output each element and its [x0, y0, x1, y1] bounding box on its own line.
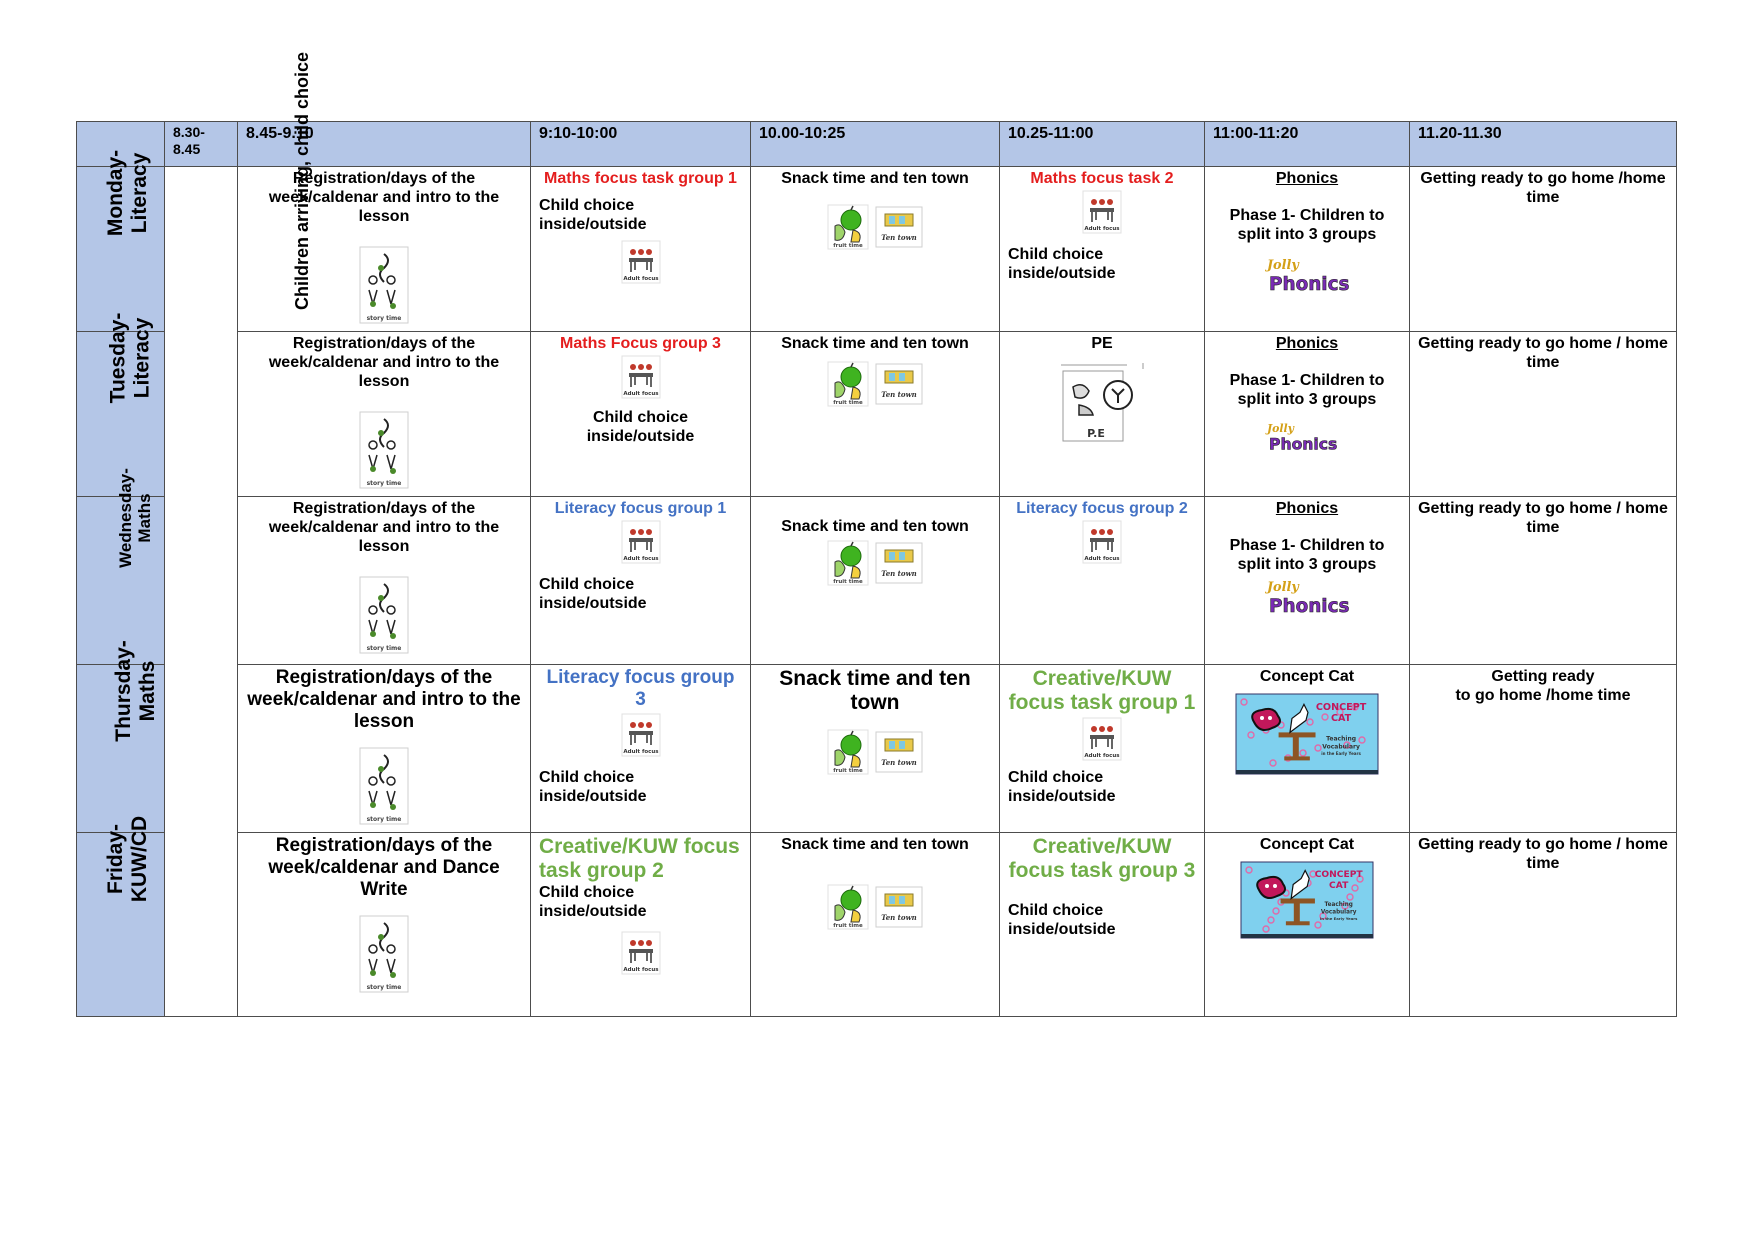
home-cell [1410, 665, 1677, 833]
svg-text:Teaching: Teaching [1324, 902, 1353, 909]
story-time-icon [359, 576, 409, 654]
adult-focus-icon [1082, 190, 1122, 234]
slot4-cell [1000, 167, 1205, 332]
svg-text:Ten town: Ten town [881, 913, 917, 922]
day-row-friday [77, 833, 1677, 1017]
adult-focus-icon [621, 355, 661, 399]
svg-text:in the Early Years: in the Early Years [1321, 750, 1361, 756]
svg-text:story time: story time [366, 984, 402, 991]
ten-town-icon [875, 731, 923, 773]
pe-title: PE [1091, 335, 1113, 352]
day-label-friday: Friday- KUW/CD [77, 833, 165, 1017]
snack-cell [751, 332, 1000, 497]
registration-text: Registration/days of the week/caldenar and intro to the lesson [268, 335, 500, 390]
svg-text:Vocabulary: Vocabulary [1322, 743, 1360, 751]
slot4-cell [1000, 833, 1205, 1017]
registration-cell [238, 167, 531, 332]
child-choice-text: Child choice inside/outside [586, 409, 695, 445]
home-cell [1410, 833, 1677, 1017]
svg-text:Jolly: Jolly [1267, 580, 1299, 596]
slot5-cell [1205, 497, 1410, 665]
svg-text:in the Early Years: in the Early Years [1319, 915, 1358, 921]
slot5-cell [1205, 665, 1410, 833]
slot4-cell [1000, 497, 1205, 665]
svg-text:CAT: CAT [1330, 713, 1352, 725]
snack-cell [751, 833, 1000, 1017]
registration-text: Registration/days of the week/caldenar and Dance Write [268, 835, 500, 900]
home-time-text: Getting ready to go home / home time [1418, 836, 1668, 872]
ten-town-icon [875, 363, 923, 405]
adult-focus-icon [621, 520, 661, 564]
ten-town-icon [875, 542, 923, 584]
svg-text:story time: story time [366, 315, 402, 322]
jolly-phonics-logo [1257, 419, 1357, 453]
focus-group-title: Maths focus task group 1 [544, 170, 737, 187]
svg-text:fruit time: fruit time [833, 579, 863, 585]
svg-text:Adult focus: Adult focus [622, 967, 659, 973]
concept-cat-image [1236, 694, 1378, 774]
day-row-monday [77, 167, 1677, 332]
home-time-text-line2: to go home /home time [1455, 687, 1631, 704]
story-time-icon [359, 411, 409, 489]
timetable [76, 51, 1677, 1017]
slot4-cell [1000, 332, 1205, 497]
svg-text:Ten town: Ten town [881, 758, 917, 767]
day-row-tuesday [77, 332, 1677, 497]
focus-group-title: Literacy focus group 3 [546, 667, 735, 710]
snack-text: Snack time and ten town [781, 836, 969, 853]
jolly-phonics-logo [1257, 254, 1357, 294]
registration-cell [238, 497, 531, 665]
concept-cat-title: Concept Cat [1259, 668, 1355, 685]
svg-text:Ten town: Ten town [881, 390, 917, 399]
svg-text:CONCEPT: CONCEPT [1315, 702, 1367, 713]
focus-task-title: Creative/KUW focus task group 3 [1008, 835, 1196, 882]
svg-text:Adult focus: Adult focus [1084, 556, 1120, 562]
svg-text:Adult focus: Adult focus [622, 391, 659, 397]
header-slot-1: 8.45-9.10 [238, 122, 531, 167]
focus-group-title: Maths Focus group 3 [560, 335, 721, 352]
home-time-text: Getting ready to go home / home time [1418, 500, 1668, 536]
slot4-cell [1000, 665, 1205, 833]
home-cell [1410, 497, 1677, 665]
svg-text:fruit time: fruit time [833, 400, 863, 406]
snack-cell [751, 497, 1000, 665]
home-cell [1410, 167, 1677, 332]
phonics-title: Phonics [1275, 335, 1339, 352]
adult-focus-icon [621, 240, 661, 284]
registration-text: Registration/days of the week/caldenar and intro to the lesson [268, 500, 500, 555]
svg-text:story time: story time [366, 645, 402, 652]
focus-group-title: Literacy focus group 2 [1016, 500, 1188, 517]
fruit-time-icon [827, 540, 869, 586]
day-label-monday: Monday- Literacy [77, 167, 165, 332]
home-time-text: Getting ready to go home / home time [1418, 335, 1668, 371]
header-slot-5: 11:00-11:20 [1205, 122, 1410, 167]
header-row [77, 122, 1677, 167]
story-time-icon [359, 915, 409, 993]
svg-text:Vocabulary: Vocabulary [1320, 909, 1357, 916]
registration-cell [238, 332, 531, 497]
child-choice-text: Child choice inside/outside [539, 197, 647, 233]
svg-text:Ten town: Ten town [881, 569, 917, 578]
svg-text:Jolly: Jolly [1267, 258, 1299, 274]
svg-text:Adult focus: Adult focus [622, 749, 659, 755]
svg-text:Adult focus: Adult focus [1084, 226, 1120, 232]
story-time-icon [359, 246, 409, 324]
child-choice-text: Child choice inside/outside [1008, 246, 1116, 282]
fruit-time-icon [827, 361, 869, 407]
header-arrival-time: 8.30- 8.45 [165, 122, 238, 167]
child-choice-text: Child choice inside/outside [1008, 902, 1116, 938]
focus-task-title: Maths focus task 2 [1030, 170, 1174, 187]
slot5-cell [1205, 833, 1410, 1017]
fruit-time-icon [827, 884, 869, 930]
fruit-time-icon [827, 204, 869, 250]
registration-text: Registration/days of the week/caldenar and intro to the lesson [268, 170, 500, 225]
svg-text:Adult focus: Adult focus [622, 276, 659, 282]
snack-text: Snack time and ten town [781, 170, 969, 187]
day-row-thursday [77, 665, 1677, 833]
phonics-title: Phonics [1275, 170, 1339, 187]
arrival-text: Children arriving, child choice [292, 51, 313, 311]
svg-text:CONCEPT: CONCEPT [1314, 870, 1363, 881]
adult-focus-icon [621, 713, 661, 757]
home-time-text-line1: Getting ready [1491, 668, 1595, 685]
snack-text: Snack time and ten town [781, 518, 969, 535]
child-choice-text: Child choice inside/outside [539, 884, 647, 920]
child-choice-text: Child choice inside/outside [539, 576, 647, 612]
svg-text:fruit time: fruit time [833, 768, 863, 774]
focus-task-title: Creative/KUW focus task group 2 [539, 835, 740, 882]
svg-text:CAT: CAT [1329, 880, 1349, 891]
day-label-tuesday: Tuesday- Literacy [77, 332, 165, 497]
ten-town-icon [875, 886, 923, 928]
svg-text:Adult focus: Adult focus [622, 556, 659, 562]
concept-cat-image [1241, 862, 1373, 938]
svg-text:story time: story time [366, 480, 402, 487]
svg-text:Phonics: Phonics [1269, 274, 1350, 295]
ten-town-icon [875, 206, 923, 248]
phonics-text: Phase 1- Children to split into 3 groups [1229, 537, 1385, 573]
phonics-title: Phonics [1275, 500, 1339, 517]
concept-cat-title: Concept Cat [1259, 836, 1355, 853]
adult-focus-icon [621, 931, 661, 975]
jolly-phonics-logo [1257, 576, 1357, 616]
focus-group-title: Literacy focus group 1 [554, 500, 727, 517]
header-slot-6: 11.20-11.30 [1410, 122, 1677, 167]
slot2-cell [531, 833, 751, 1017]
slot2-cell [531, 332, 751, 497]
header-slot-4: 10.25-11:00 [1000, 122, 1205, 167]
svg-text:Jolly: Jolly [1267, 421, 1294, 435]
slot2-cell [531, 497, 751, 665]
slot2-cell [531, 665, 751, 833]
pe-icon [1057, 361, 1147, 443]
phonics-text: Phase 1- Children to split into 3 groups [1229, 207, 1385, 243]
slot2-cell [531, 167, 751, 332]
registration-cell [238, 665, 531, 833]
day-row-wednesday [77, 497, 1677, 665]
svg-text:fruit time: fruit time [833, 243, 863, 249]
slot5-cell [1205, 332, 1410, 497]
adult-focus-icon [1082, 717, 1122, 761]
phonics-text: Phase 1- Children to split into 3 groups [1229, 372, 1385, 408]
svg-text:Ten town: Ten town [881, 233, 917, 242]
svg-text:Phonics: Phonics [1269, 596, 1350, 617]
focus-task-title: Creative/KUW focus task group 1 [1008, 667, 1196, 714]
fruit-time-icon [827, 729, 869, 775]
snack-text: Snack time and ten town [779, 667, 971, 714]
day-label-wednesday: Wednesday- Maths [77, 497, 165, 665]
snack-text: Snack time and ten town [781, 335, 969, 352]
story-time-icon [359, 747, 409, 825]
header-slot-3: 10.00-10:25 [751, 122, 1000, 167]
svg-text:Adult focus: Adult focus [1084, 753, 1120, 759]
adult-focus-icon [1082, 520, 1122, 564]
svg-text:fruit time: fruit time [833, 923, 863, 929]
header-slot-2: 9:10-10:00 [531, 122, 751, 167]
registration-text: Registration/days of the week/caldenar and intro to the lesson [247, 667, 521, 732]
svg-text:Phonics: Phonics [1269, 434, 1338, 454]
child-choice-text: Child choice inside/outside [539, 769, 647, 805]
slot5-cell [1205, 167, 1410, 332]
svg-text:story time: story time [366, 816, 402, 823]
registration-cell [238, 833, 531, 1017]
snack-cell [751, 167, 1000, 332]
svg-text:Teaching: Teaching [1326, 735, 1357, 743]
svg-text:P.E: P.E [1087, 427, 1105, 440]
snack-cell [751, 665, 1000, 833]
home-time-text: Getting ready to go home /home time [1420, 170, 1666, 206]
day-label-thursday: Thursday- Maths [77, 665, 165, 833]
home-cell [1410, 332, 1677, 497]
child-choice-text: Child choice inside/outside [1008, 769, 1116, 805]
